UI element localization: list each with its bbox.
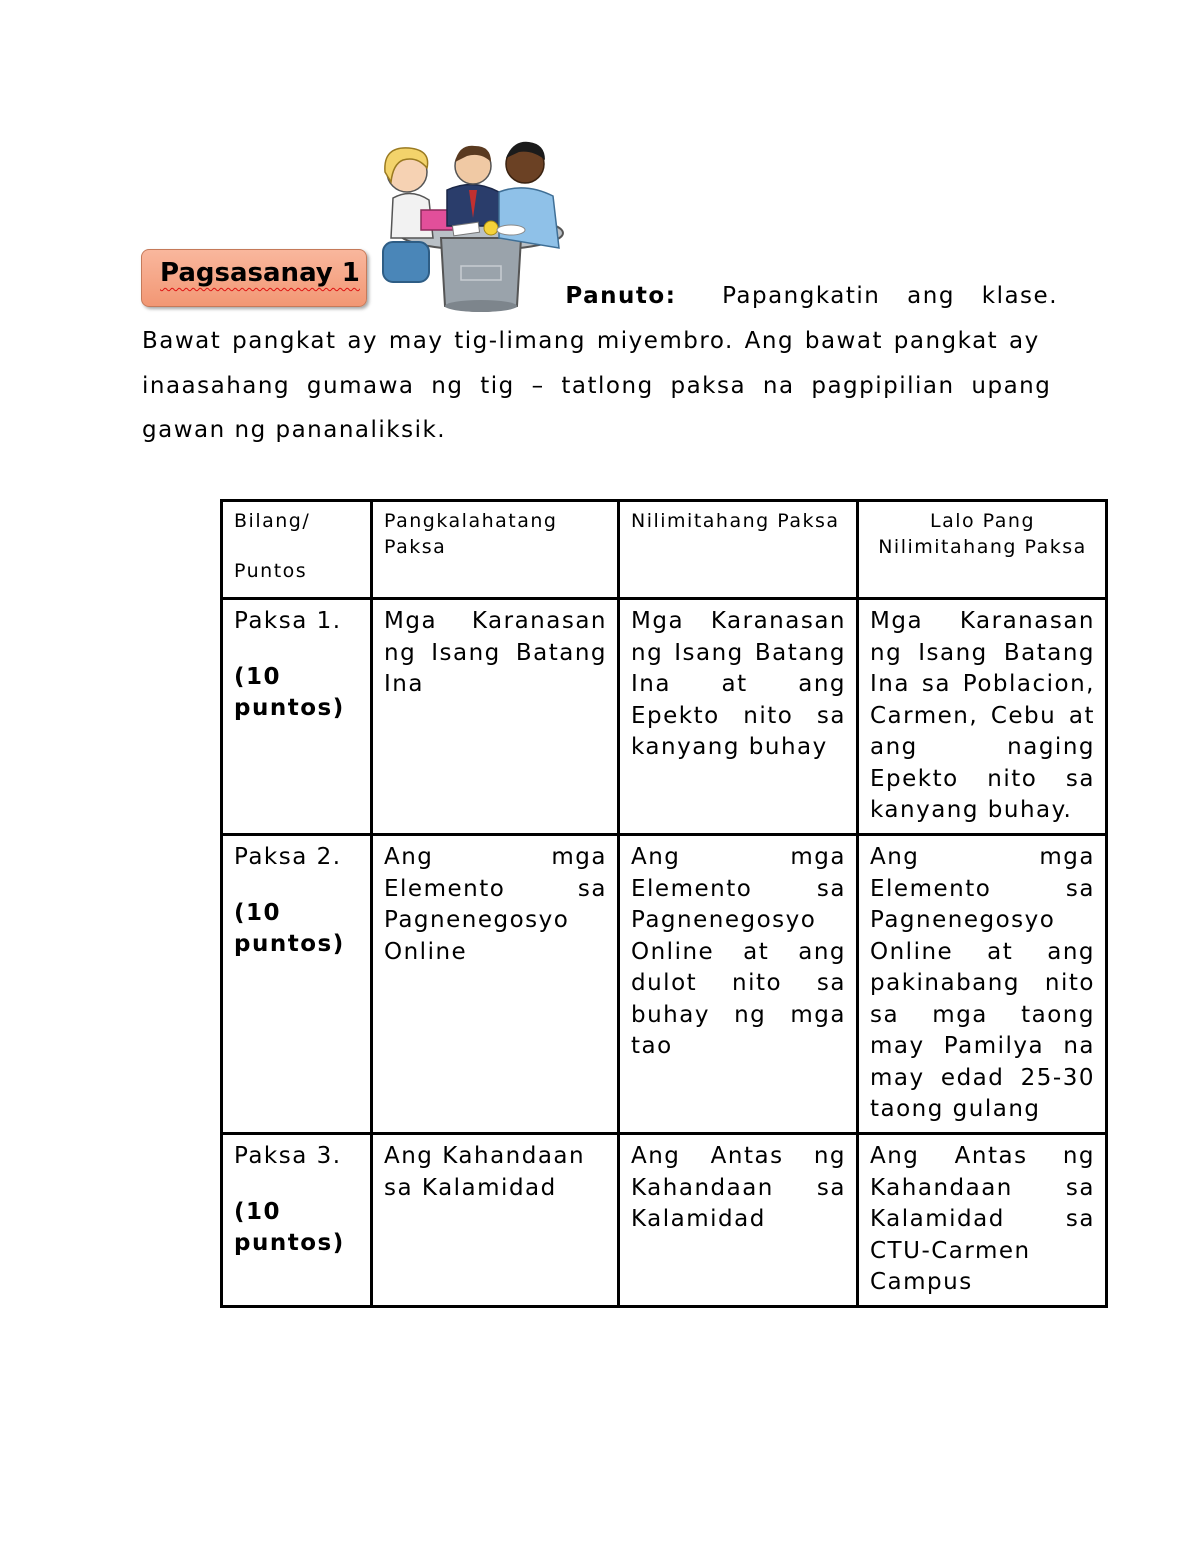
general-topic-cell: Ang Kahandaan sa Kalamidad bbox=[372, 1134, 619, 1307]
header-general-topic: Pangkalahatang Paksa bbox=[372, 501, 619, 599]
header-puntos: Puntos bbox=[234, 560, 308, 582]
instruction-line-3 bbox=[142, 364, 1058, 409]
limited-topic-cell: Mga Karanasan ng Isang Batang Ina at ang Epekto nito sa kanyang buhay bbox=[619, 599, 858, 835]
topic-table bbox=[220, 499, 1108, 1308]
table-row bbox=[222, 599, 1107, 835]
general-topic-cell: Ang mga Elemento sa Pagnenegosyo Online bbox=[372, 835, 619, 1134]
table-row bbox=[222, 835, 1107, 1134]
topic-number: Paksa 2. bbox=[234, 844, 342, 870]
topic-points: (10 puntos) bbox=[234, 663, 345, 721]
instruction-text-1: Papangkatin ang klase. bbox=[722, 283, 1058, 309]
topic-number-cell bbox=[222, 835, 372, 1134]
topic-number: Paksa 3. bbox=[234, 1143, 342, 1169]
topic-points: (10 puntos) bbox=[234, 1198, 345, 1256]
instruction-text-3: inaasahang gumawa ng tig – tatlong paksa na pagpipilian upang bbox=[142, 373, 1052, 399]
instruction-line-1 bbox=[142, 274, 1058, 319]
header-bilang-puntos bbox=[222, 501, 372, 599]
header-limited-topic: Nilimitahang Paksa bbox=[619, 501, 858, 599]
topic-number-cell bbox=[222, 1134, 372, 1307]
more-limited-topic-cell: Ang mga Elemento sa Pagnenegosyo Online at ang pakinabang nito sa mga taong may Pamilya na may edad 25-30 taong gulang bbox=[858, 835, 1107, 1134]
instruction-text-4: gawan ng pananaliksik. bbox=[142, 417, 447, 443]
table-row bbox=[222, 1134, 1107, 1307]
topic-points: (10 puntos) bbox=[234, 899, 345, 957]
more-limited-topic-cell: Mga Karanasan ng Isang Batang Ina sa Poblacion, Carmen, Cebu at ang naging Epekto nito sa kanyang buhay. bbox=[858, 599, 1107, 835]
limited-topic-cell: Ang Antas ng Kahandaan sa Kalamidad bbox=[619, 1134, 858, 1307]
instruction-text-2: Bawat pangkat ay may tig-limang miyembro. Ang bawat pangkat ay bbox=[142, 328, 1040, 354]
header-bilang: Bilang/ bbox=[234, 510, 311, 532]
general-topic-cell: Mga Karanasan ng Isang Batang Ina bbox=[372, 599, 619, 835]
topic-number: Paksa 1. bbox=[234, 608, 342, 634]
table-header-row bbox=[222, 501, 1107, 599]
activity-badge-label: Pagsasanay 1 bbox=[160, 258, 360, 288]
limited-topic-cell: Ang mga Elemento sa Pagnenegosyo Online at ang dulot nito sa buhay ng mga tao bbox=[619, 835, 858, 1134]
instruction-line-4 bbox=[142, 408, 1058, 453]
header-more-limited-topic: Lalo Pang Nilimitahang Paksa bbox=[858, 501, 1107, 599]
topic-number-cell bbox=[222, 599, 372, 835]
more-limited-topic-cell: Ang Antas ng Kahandaan sa Kalamidad sa CTU-Carmen Campus bbox=[858, 1134, 1107, 1307]
instruction-label: Panuto: bbox=[565, 283, 677, 309]
instruction-line-2 bbox=[142, 319, 1058, 364]
